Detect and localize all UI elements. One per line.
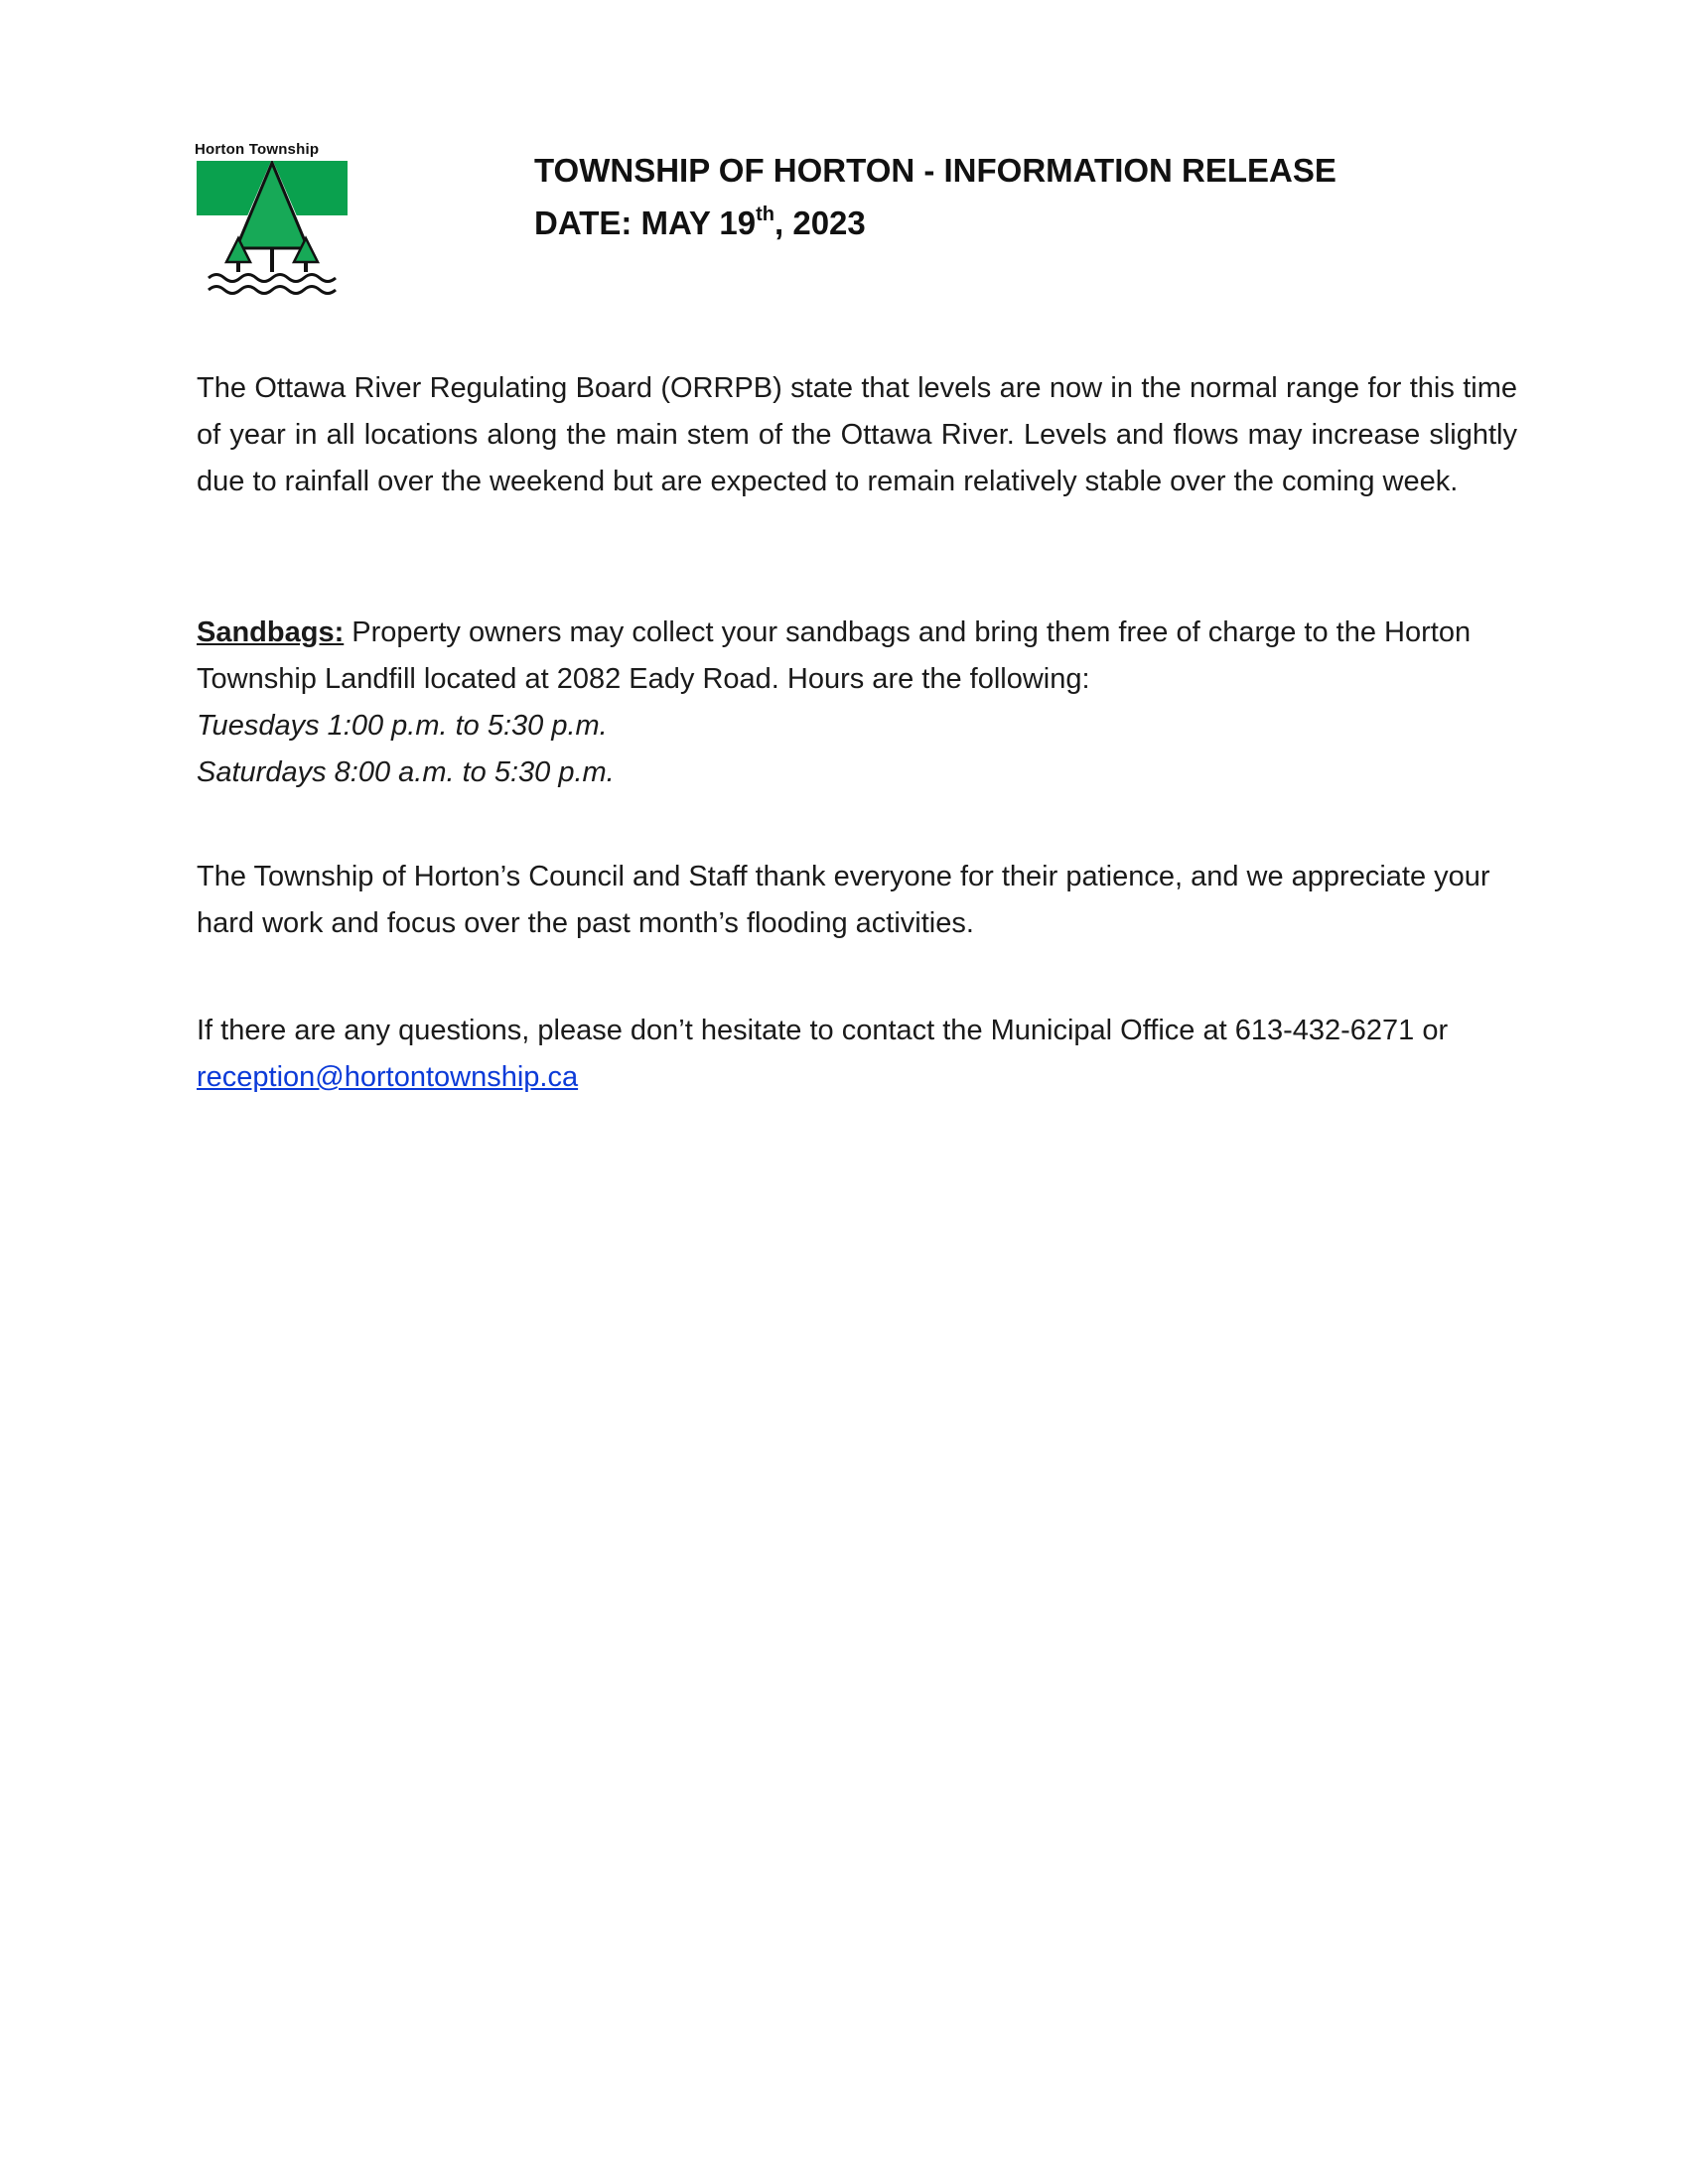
contact-text: If there are any questions, please don’t hesitate to contact the Municipal Office at 613-432-6271 or [197,1015,1449,1046]
sandbags-text: Property owners may collect your sandbags and bring them free of charge to the Horton Township Landfill located at 2082 Eady Road. Hours are the following: [197,616,1472,695]
release-title: TOWNSHIP OF HORTON - INFORMATION RELEASE [534,152,1336,189]
email-link[interactable]: reception@hortontownship.ca [197,1061,579,1093]
hours-saturday: Saturdays 8:00 a.m. to 5:30 p.m. [197,756,615,788]
horton-township-logo [195,139,353,298]
release-date-prefix: DATE: MAY 19 [534,205,757,241]
logo-text: Horton Township [195,141,320,158]
intro-paragraph: The Ottawa River Regulating Board (ORRPB) state that levels are now in the normal range for this time of year in all locations along the main stem of the Ottawa River. Levels and flows may increase slightly due to rainfall over the weekend but are expected to remain relatively stable over the coming week. [197,372,1517,497]
sandbags-label: Sandbags: [197,616,345,648]
thanks-paragraph: The Township of Horton’s Council and Staff thank everyone for their patience, and we appreciate your hard work and focus over the past month’s flooding activities. [197,861,1490,939]
hours-tuesday: Tuesdays 1:00 p.m. to 5:30 p.m. [197,710,608,742]
sandbags-paragraph [197,610,1517,796]
tree-logo-icon [195,161,353,300]
release-header [534,147,1336,246]
release-date-sup: th [756,204,775,225]
release-date-suffix: , 2023 [774,205,866,241]
contact-paragraph [197,1008,1517,1101]
release-date [534,194,1336,246]
